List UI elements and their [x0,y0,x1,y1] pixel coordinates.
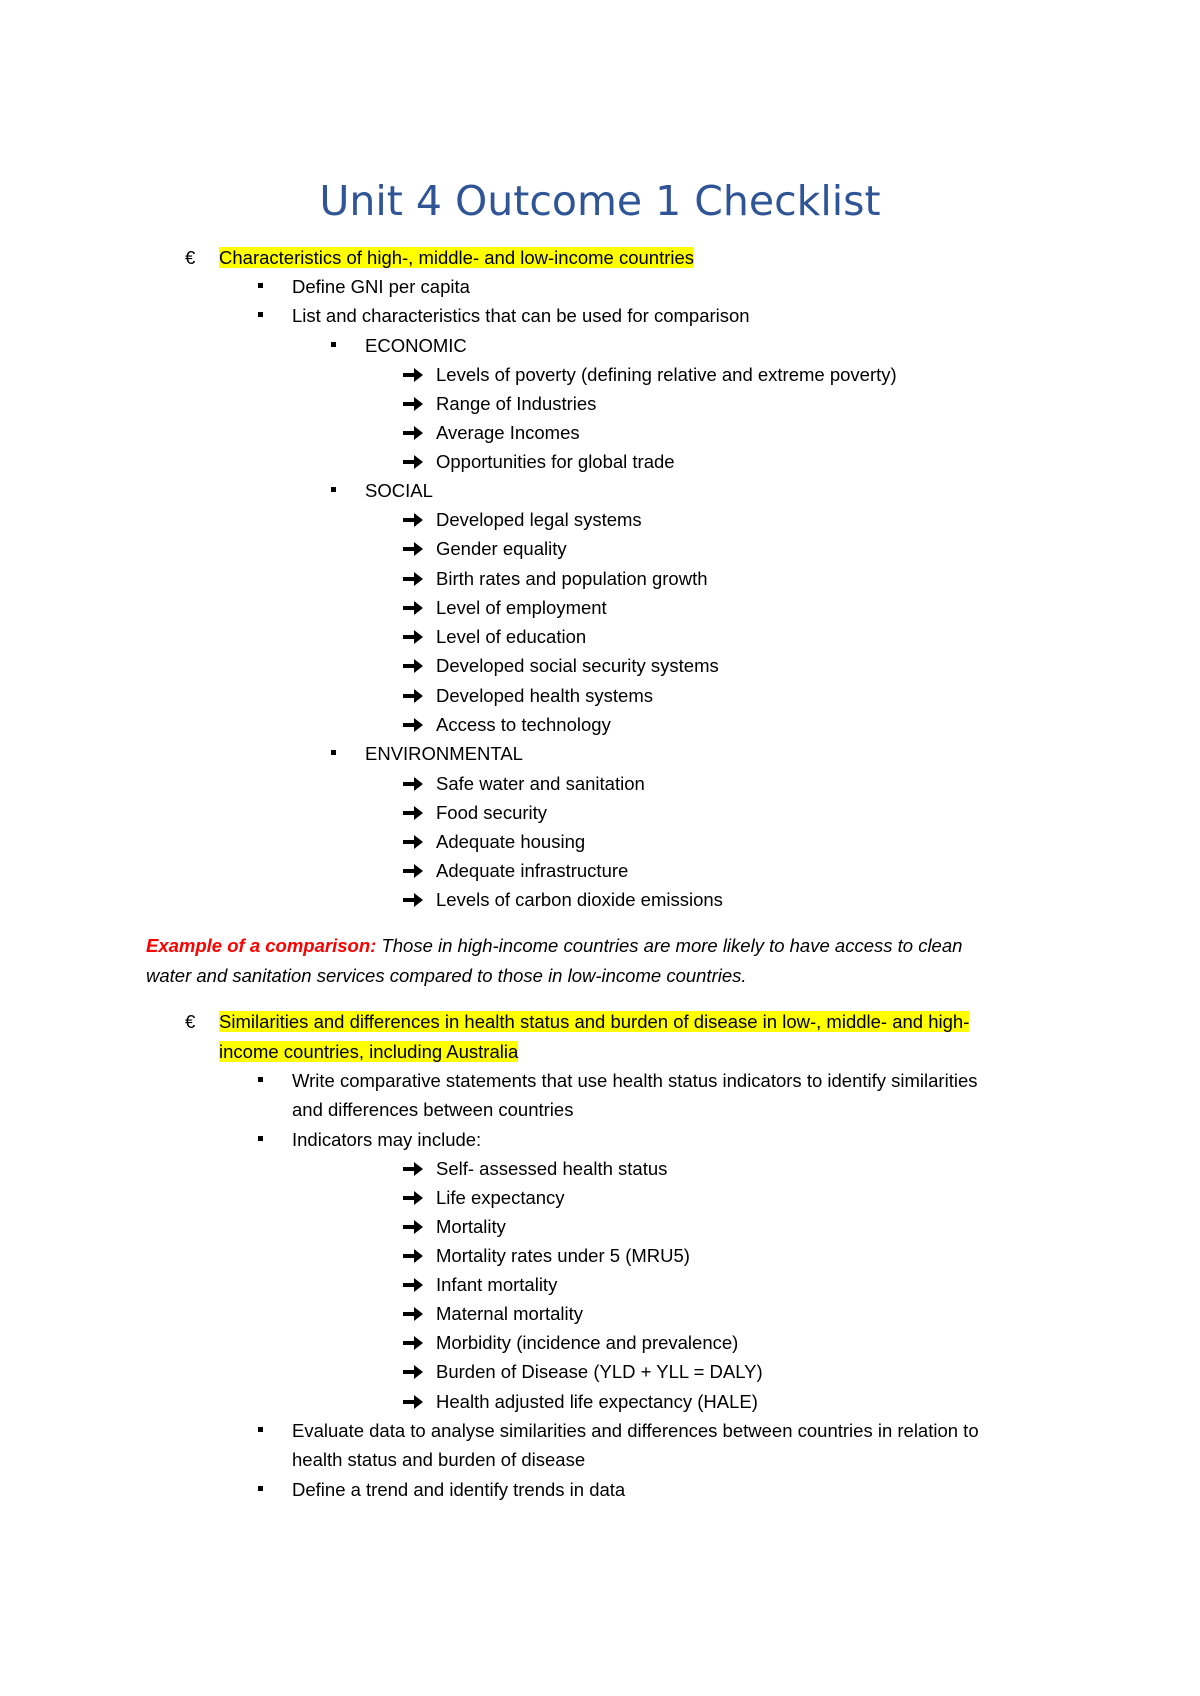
arrow-right-icon [402,1363,424,1381]
arrow-right-icon [402,716,424,734]
example-text-2: water and sanitation services compared to those in low-income countries. [146,965,747,986]
arrow-right-icon [402,1305,424,1323]
section2-item-3b: health status and burden of disease [292,1449,586,1470]
category-economic: ECONOMIC [365,335,467,356]
arrow-right-icon [402,366,424,384]
section1-heading [219,246,694,270]
example-label: Example of a comparison: [146,935,377,956]
environmental-item: Food security [436,802,548,823]
environmental-item: Adequate infrastructure [436,860,629,881]
arrow-right-icon [402,1189,424,1207]
economic-item: Average Incomes [436,422,580,443]
section2-heading-2 [219,1040,518,1064]
arrow-right-icon [402,775,424,793]
indicator-item: Burden of Disease (YLD + YLL = DALY) [436,1361,763,1382]
square-bullet-icon [258,1427,263,1432]
arrow-right-icon [402,862,424,880]
arrow-right-icon [402,891,424,909]
euro-marker: € [185,247,196,268]
environmental-item: Levels of carbon dioxide emissions [436,889,723,910]
social-item: Access to technology [436,714,611,735]
category-environmental: ENVIRONMENTAL [365,743,523,764]
arrow-right-icon [402,1393,424,1411]
economic-item: Range of Industries [436,393,597,414]
arrow-right-icon [402,570,424,588]
arrow-right-icon [402,424,424,442]
social-item: Developed health systems [436,685,653,706]
section2-item-4: Define a trend and identify trends in data [292,1479,626,1500]
social-item: Birth rates and population growth [436,568,708,589]
section2-item-1a: Write comparative statements that use health status indicators to identify similarities [292,1070,978,1091]
category-social: SOCIAL [365,480,433,501]
indicator-item: Health adjusted life expectancy (HALE) [436,1391,758,1412]
economic-item: Levels of poverty (defining relative and extreme poverty) [436,364,897,385]
section2-heading-1 [219,1010,969,1034]
section1-heading-text: Characteristics of high-, middle- and low-income countries [219,247,695,268]
section1-item: Define GNI per capita [292,276,470,297]
environmental-item: Adequate housing [436,831,586,852]
arrow-right-icon [402,687,424,705]
social-item: Developed social security systems [436,655,719,676]
arrow-right-icon [402,1276,424,1294]
arrow-right-icon [402,628,424,646]
square-bullet-icon [331,342,336,347]
arrow-right-icon [402,511,424,529]
square-bullet-icon [258,1136,263,1141]
indicator-item: Morbidity (incidence and prevalence) [436,1332,739,1353]
section2-heading-text-1: Similarities and differences in health status and burden of disease in low-, middle- and high- [219,1011,970,1032]
indicator-item: Life expectancy [436,1187,565,1208]
arrow-right-icon [402,395,424,413]
square-bullet-icon [258,1486,263,1491]
arrow-right-icon [402,540,424,558]
example-line-1 [146,934,962,958]
section2-heading-text-2: income countries, including Australia [219,1041,519,1062]
arrow-right-icon [402,657,424,675]
indicator-item: Mortality rates under 5 (MRU5) [436,1245,690,1266]
arrow-right-icon [402,1218,424,1236]
section2-item-3a: Evaluate data to analyse similarities and differences between countries in relation to [292,1420,979,1441]
square-bullet-icon [258,312,263,317]
section2-item-1b: and differences between countries [292,1099,574,1120]
square-bullet-icon [258,283,263,288]
square-bullet-icon [331,750,336,755]
indicator-item: Infant mortality [436,1274,558,1295]
social-item: Level of employment [436,597,607,618]
economic-item: Opportunities for global trade [436,451,675,472]
indicator-item: Maternal mortality [436,1303,584,1324]
euro-marker: € [185,1011,196,1032]
arrow-right-icon [402,599,424,617]
arrow-right-icon [402,804,424,822]
indicator-item: Mortality [436,1216,506,1237]
square-bullet-icon [331,487,336,492]
social-item: Level of education [436,626,587,647]
square-bullet-icon [258,1077,263,1082]
arrow-right-icon [402,833,424,851]
arrow-right-icon [402,1247,424,1265]
social-item: Gender equality [436,538,567,559]
arrow-right-icon [402,1334,424,1352]
section2-item-2: Indicators may include: [292,1129,482,1150]
arrow-right-icon [402,453,424,471]
section1-item: List and characteristics that can be used for comparison [292,305,750,326]
social-item: Developed legal systems [436,509,642,530]
example-text-1: Those in high-income countries are more likely to have access to clean [376,935,963,956]
environmental-item: Safe water and sanitation [436,773,645,794]
arrow-right-icon [402,1160,424,1178]
indicator-item: Self- assessed health status [436,1158,668,1179]
page-title: Unit 4 Outcome 1 Checklist [319,177,881,225]
